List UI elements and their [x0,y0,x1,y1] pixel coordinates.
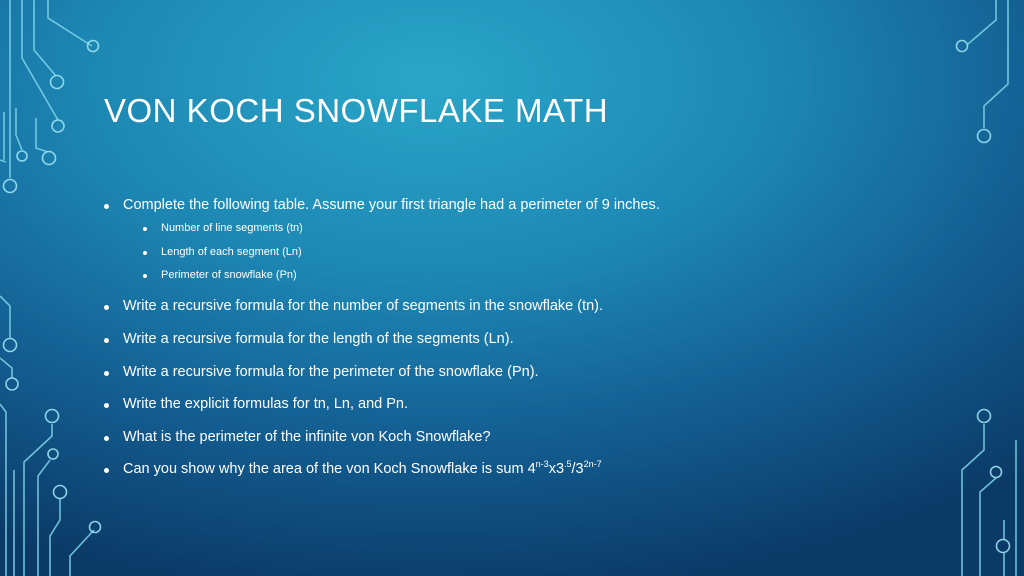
formula-exponent: 2n-7 [583,459,602,469]
bullet-text: Write a recursive formula for the length of the segments (Ln). [123,331,514,347]
formula-mid: /3 [571,461,584,477]
slide-title: VON KOCH SNOWFLAKE MATH [104,92,609,129]
bullet-dot [104,371,109,376]
sub-bullet-text: Perimeter of snowflake (Pn) [161,269,297,281]
bullet-dot [104,204,109,209]
bullet-dot [104,403,109,408]
sub-bullet-text: Number of line segments (tn) [161,222,303,234]
bullet-text: Write a recursive formula for the perimeter of the snowflake (Pn). [123,364,539,380]
formula-prefix: Can you show why the area of the von Koch Snowflake is sum 4 [123,461,536,477]
sub-bullet-dot [143,274,147,278]
bullet-text: Write the explicit formulas for tn, Ln, and Pn. [123,396,409,412]
bullet-text: What is the perimeter of the infinite von Koch Snowflake? [123,429,491,445]
bullet-text: Complete the following table. Assume your first triangle had a perimeter of 9 inches. [123,197,660,213]
bullet-dot [104,305,109,310]
sub-bullet-dot [143,227,147,231]
formula-exponent: n-3 [535,459,549,469]
bullet-text: Write a recursive formula for the number of segments in the snowflake (tn). [123,298,604,314]
bullet-text [123,461,602,477]
formula-mid: x3 [548,461,565,477]
sub-bullet-dot [143,251,147,255]
bullet-dot [104,468,109,473]
formula-exponent: .5 [564,459,572,469]
bullet-dot [104,436,109,441]
sub-bullet-text: Length of each segment (Ln) [161,246,302,258]
bullet-dot [104,338,109,343]
